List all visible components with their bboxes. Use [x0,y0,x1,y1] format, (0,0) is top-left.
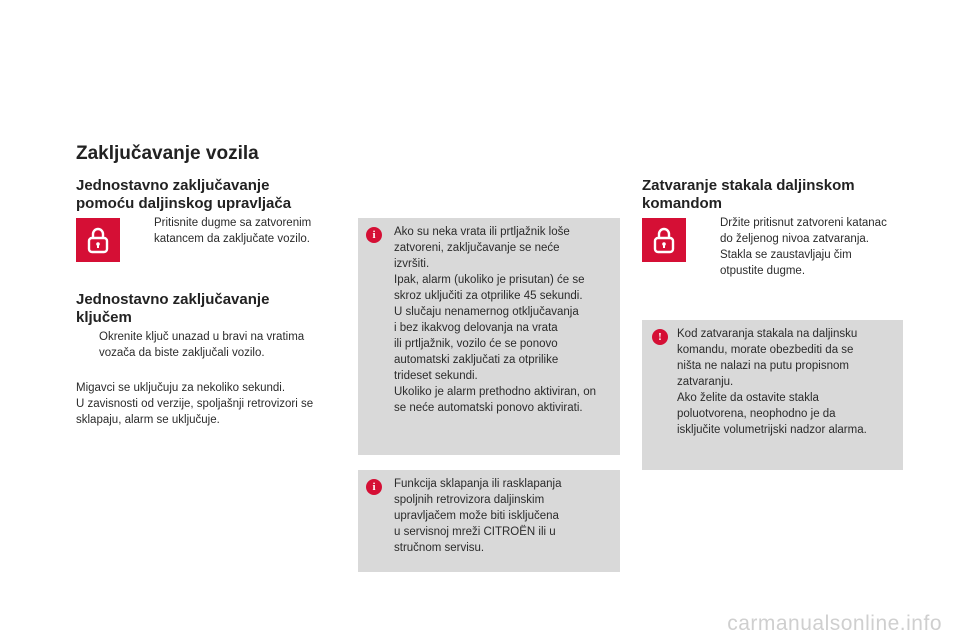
heading-line: Jednostavno zaključavanje [76,177,270,194]
lock-badge [642,218,686,262]
page-title: Zaključavanje vozila [76,143,259,164]
text-line: zatvaranju. [677,376,734,388]
text-line: komandu, morate obezbediti da se [677,344,854,356]
text-line: Okrenite ključ unazad u bravi na vratima [99,331,305,343]
text-line: otpustite dugme. [720,265,806,277]
watermark: carmanualsonline.info [727,612,942,635]
text-line: Kod zatvaranja stakala na daljinsku [677,328,858,340]
info-icon: i [366,479,382,495]
bullet-item [700,215,920,279]
text-line: spoljnih retrovizora daljinskim [394,494,545,506]
text-line: trideset sekundi. [394,370,478,382]
text-line: do željenog nivoa zatvaranja. [720,233,869,245]
text-line: Ukoliko je alarm prethodno aktiviran, on [394,386,596,398]
heading-line: pomoću daljinskog upravljača [76,195,292,212]
text-line: Stakla se zaustavljaju čim [720,249,852,261]
text-line: Ipak, alarm (ukoliko je prisutan) će se [394,274,585,286]
text-line: isključite volumetrijski nadzor alarma. [677,424,867,436]
info-box [358,470,620,572]
text-line: Pritisnite dugme sa zatvorenim [154,217,312,229]
section-heading-key [76,291,269,327]
text-line: sklapaju, alarm se uključuje. [76,414,220,426]
warning-box-text [677,326,899,438]
bullet-item [134,215,334,247]
info-box [358,218,620,455]
heading-line: Zatvaranje stakala daljinskom [642,177,855,194]
lock-icon [87,226,109,254]
text-line: zatvoreni, zaključavanje se neće [394,242,560,254]
text-line: ništa ne nalazi na putu propisnom [677,360,849,372]
heading-line: ključem [76,309,132,326]
text-line: katancem da zaključate vozilo. [154,233,310,245]
text-line: ili prtljažnik, vozilo će se ponovo [394,338,558,350]
info-box-text [394,224,616,416]
text-line: Ako su neka vrata ili prtljažnik loše [394,226,570,238]
warning-icon: ! [652,329,668,345]
text-line: vozača da biste zaključali vozilo. [99,347,265,359]
section-heading-remote [76,177,291,213]
heading-line: komandom [642,195,723,212]
text-line: upravljačem može biti isključena [394,510,559,522]
heading-line: Jednostavno zaključavanje [76,291,270,308]
paragraph [76,380,346,428]
text-line: skroz uključiti za otprilike 45 sekundi. [394,290,583,302]
text-line: automatski zaključati za otprilike [394,354,559,366]
lock-icon [653,226,675,254]
text-line: U slučaju nenamernog otključavanja [394,306,579,318]
text-line: poluotvorena, neophodno je da [677,408,836,420]
text-line: Držite pritisnut zatvoreni katanac [720,217,887,229]
text-line: se neće automatski ponovo aktivirati. [394,402,583,414]
text-line: stručnom servisu. [394,542,485,554]
info-box-text [394,476,616,556]
text-line: u servisnoj mreži CITROËN ili u [394,526,556,538]
bullet-item [79,329,339,361]
text-line: izvršiti. [394,258,430,270]
lock-badge [76,218,120,262]
info-icon: i [366,227,382,243]
text-line: U zavisnosti od verzije, spoljašnji retrovizori se [76,398,314,410]
section-heading-windows [642,177,855,213]
text-line: i bez ikakvog delovanja na vrata [394,322,558,334]
text-line: Ako želite da ostavite stakla [677,392,819,404]
text-line: Migavci se uključuju za nekoliko sekundi. [76,382,286,394]
text-line: Funkcija sklapanja ili rasklapanja [394,478,562,490]
warning-box [642,320,903,470]
